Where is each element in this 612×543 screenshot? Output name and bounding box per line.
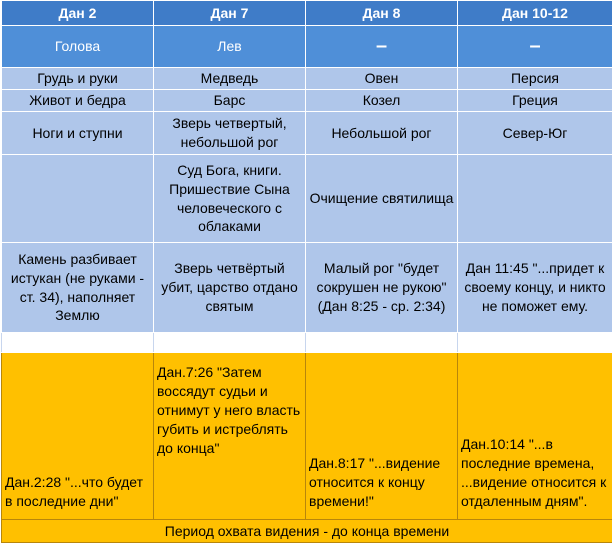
- quote-row: [2, 353, 612, 520]
- table-cell: Козел: [306, 90, 458, 112]
- table-cell: –: [458, 26, 612, 68]
- table-cell: Камень разбивает истукан (не руками - ст. 34), наполняет Землю: [2, 243, 154, 333]
- table-cell: Барс: [154, 90, 306, 112]
- table-cell: Живот и бедра: [2, 90, 154, 112]
- footer-row: [2, 520, 612, 543]
- table-cell: Очищение святилища: [306, 155, 458, 243]
- header-cell: Дан 8: [306, 1, 458, 26]
- table-cell: Лев: [154, 26, 306, 68]
- table-cell: Греция: [458, 90, 612, 112]
- quote-cell: Дан.7:26 "Затем воссядут судьи и отнимут у него власть губить и истреблять до конца": [154, 353, 306, 520]
- table-cell: Медведь: [154, 68, 306, 90]
- table-cell: Грудь и руки: [2, 68, 154, 90]
- header-cell: Дан 7: [154, 1, 306, 26]
- table-cell: Малый рог "будет сокрушен не рукою" (Дан 8:25 - ср. 2:34): [306, 243, 458, 333]
- empty-cell: [2, 333, 154, 353]
- table-cell: –: [306, 26, 458, 68]
- comparison-table: [1, 0, 612, 543]
- header-cell: Дан 2: [2, 1, 154, 26]
- table-cell: Зверь четвертый, небольшой рог: [154, 112, 306, 155]
- table-cell: Дан 11:45 "...придет к своему концу, и никто не поможет ему.: [458, 243, 612, 333]
- spacer-row: [2, 333, 612, 353]
- table-cell: Зверь четвёртый убит, царство отдано святым: [154, 243, 306, 333]
- table-cell: Овен: [306, 68, 458, 90]
- table-cell: Суд Бога, книги. Пришествие Сына человеческого с облаками: [154, 155, 306, 243]
- table-row: [2, 112, 612, 155]
- quote-cell: Дан.2:28 "...что будет в последние дни": [2, 353, 154, 520]
- table-cell: Голова: [2, 26, 154, 68]
- quote-cell: Дан.8:17 "...видение относится к концу времени!": [306, 353, 458, 520]
- empty-cell: [306, 333, 458, 353]
- empty-cell: [458, 333, 612, 353]
- empty-cell: [154, 333, 306, 353]
- table-cell: Персия: [458, 68, 612, 90]
- table-row: [2, 68, 612, 90]
- footer-cell: Период охвата видения - до конца времени: [2, 520, 612, 543]
- table-row: [2, 155, 612, 243]
- table-cell: Небольшой рог: [306, 112, 458, 155]
- table-row: [2, 243, 612, 333]
- quote-cell: Дан.10:14 "...в последние времена, ...видение относится к отдаленным дням".: [458, 353, 612, 520]
- table-cell: [2, 155, 154, 243]
- header-row: [2, 1, 612, 26]
- table-cell: Ноги и ступни: [2, 112, 154, 155]
- header-cell: Дан 10-12: [458, 1, 612, 26]
- table-row: [2, 90, 612, 112]
- table-cell: [458, 155, 612, 243]
- table-cell: Север-Юг: [458, 112, 612, 155]
- table-row: [2, 26, 612, 68]
